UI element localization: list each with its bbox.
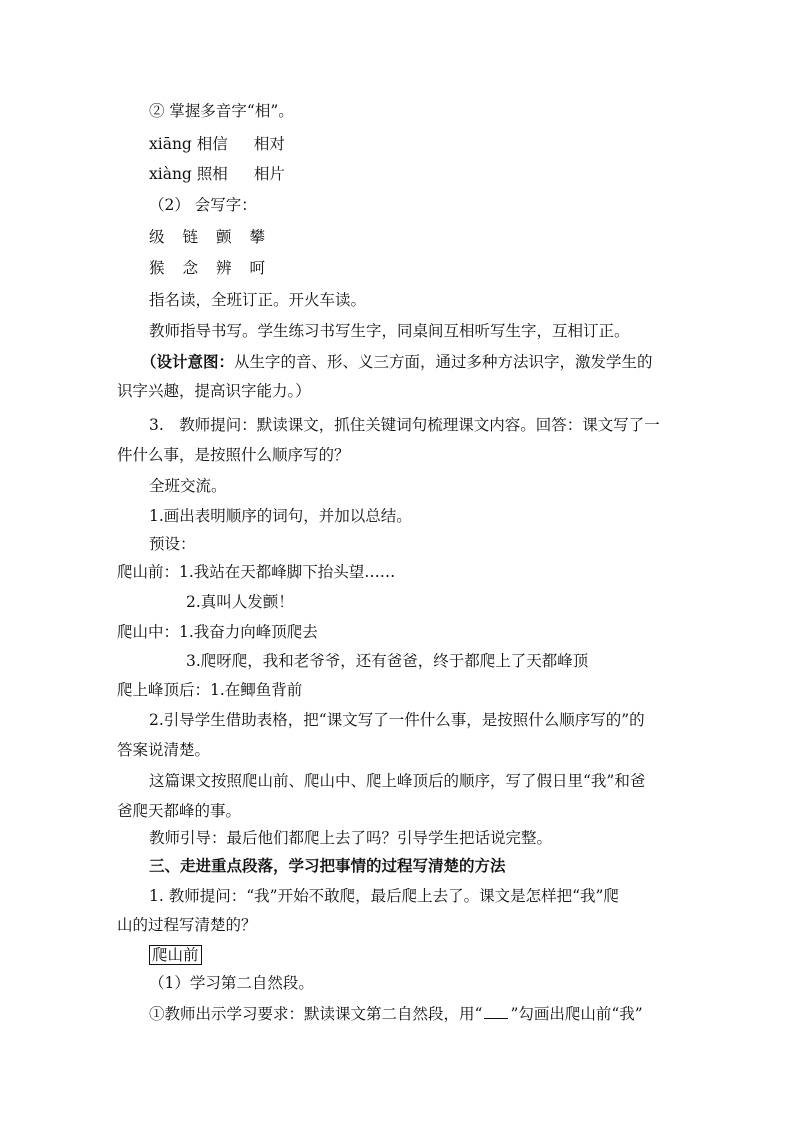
- text-line: 爸爬天都峰的事。: [117, 802, 242, 820]
- design-intent-label: （设计意图：: [141, 352, 235, 371]
- char: 级: [149, 228, 165, 246]
- char: 攀: [249, 228, 266, 246]
- char: 念: [182, 259, 199, 277]
- text-line: 爬山前：1.我站在天都峰脚下抬头望……: [117, 563, 396, 581]
- text-line: 2.引导学生借助表格，把“课文写了一件什么事，是按照什么顺序写的”的: [149, 711, 645, 729]
- boxed-label: 爬山前: [149, 945, 202, 965]
- text-line: 1. 教师提问：“我”开始不敢爬，最后爬上去了。课文是怎样把“我”爬: [149, 887, 619, 905]
- word: 相信: [196, 135, 228, 153]
- text-line: 爬上峰顶后：1.在鲫鱼背前: [117, 681, 303, 699]
- text-line: [149, 134, 285, 154]
- char-row: [149, 258, 265, 278]
- text-line: 山的过程写清楚的？: [117, 916, 257, 934]
- text-line: 3. 教师提问：默读课文，抓住关键词句梳理课文内容。回答：课文写了一: [149, 416, 660, 434]
- text-line: 1.画出表明顺序的词句，并加以总结。: [149, 507, 412, 525]
- text-line: [149, 164, 285, 184]
- text-line: 识字兴趣，提高识字能力。）: [117, 382, 311, 400]
- word: 相片: [253, 165, 285, 183]
- text-line: 2.真叫人发颤！: [186, 593, 294, 611]
- underline-blank: [484, 1004, 508, 1019]
- section-heading: 三、走进重点段落，学习把事情的过程写清楚的方法: [149, 856, 506, 875]
- text-line: （1）学习第二自然段。: [149, 974, 314, 992]
- text-line: （2） 会写字：: [149, 196, 257, 214]
- text-line: 指名读，全班订正。开火车读。: [149, 291, 367, 309]
- char-row: [149, 227, 265, 247]
- text-line: 3.爬呀爬，我和老爷爷，还有爸爸，终于都爬上了天都峰顶: [186, 652, 589, 670]
- pinyin: xiàng: [149, 165, 192, 183]
- char: 颤: [216, 228, 232, 246]
- text-line: ② 掌握多音字“相”。: [149, 102, 294, 120]
- char: 猴: [149, 259, 165, 277]
- text-line: （设计意图：从生字的音、形、义三方面，通过多种方法识字，激发学生的: [141, 352, 653, 371]
- text-line: 这篇课文按照爬山前、爬山中、爬上峰顶后的顺序，写了假日里“我”和爸: [149, 772, 646, 790]
- pinyin: xiāng: [149, 135, 192, 153]
- text-line: 件什么事，是按照什么顺序写的？: [117, 446, 350, 464]
- char: 呵: [249, 259, 266, 277]
- char: 链: [182, 228, 199, 246]
- text-line: 预设：: [149, 535, 196, 553]
- text-line: 教师指导书写。学生练习书写生字，同桌间互相听写生字，互相订正。: [149, 322, 630, 340]
- char: 辨: [216, 259, 232, 277]
- text-line: 爬山中：1.我奋力向峰顶爬去: [117, 623, 318, 641]
- text-line: 答案说清楚。: [117, 741, 211, 759]
- text-line: 教师引导：最后他们都爬上去了吗？引导学生把话说完整。: [149, 829, 553, 847]
- word: 相对: [253, 135, 285, 153]
- text-line: 全班交流。: [149, 477, 227, 495]
- text-line: [149, 945, 202, 965]
- word: 照相: [196, 165, 228, 183]
- text-line: ①教师出示学习要求：默读课文第二自然段，用“ ”勾画出爬山前“我”: [149, 1005, 643, 1023]
